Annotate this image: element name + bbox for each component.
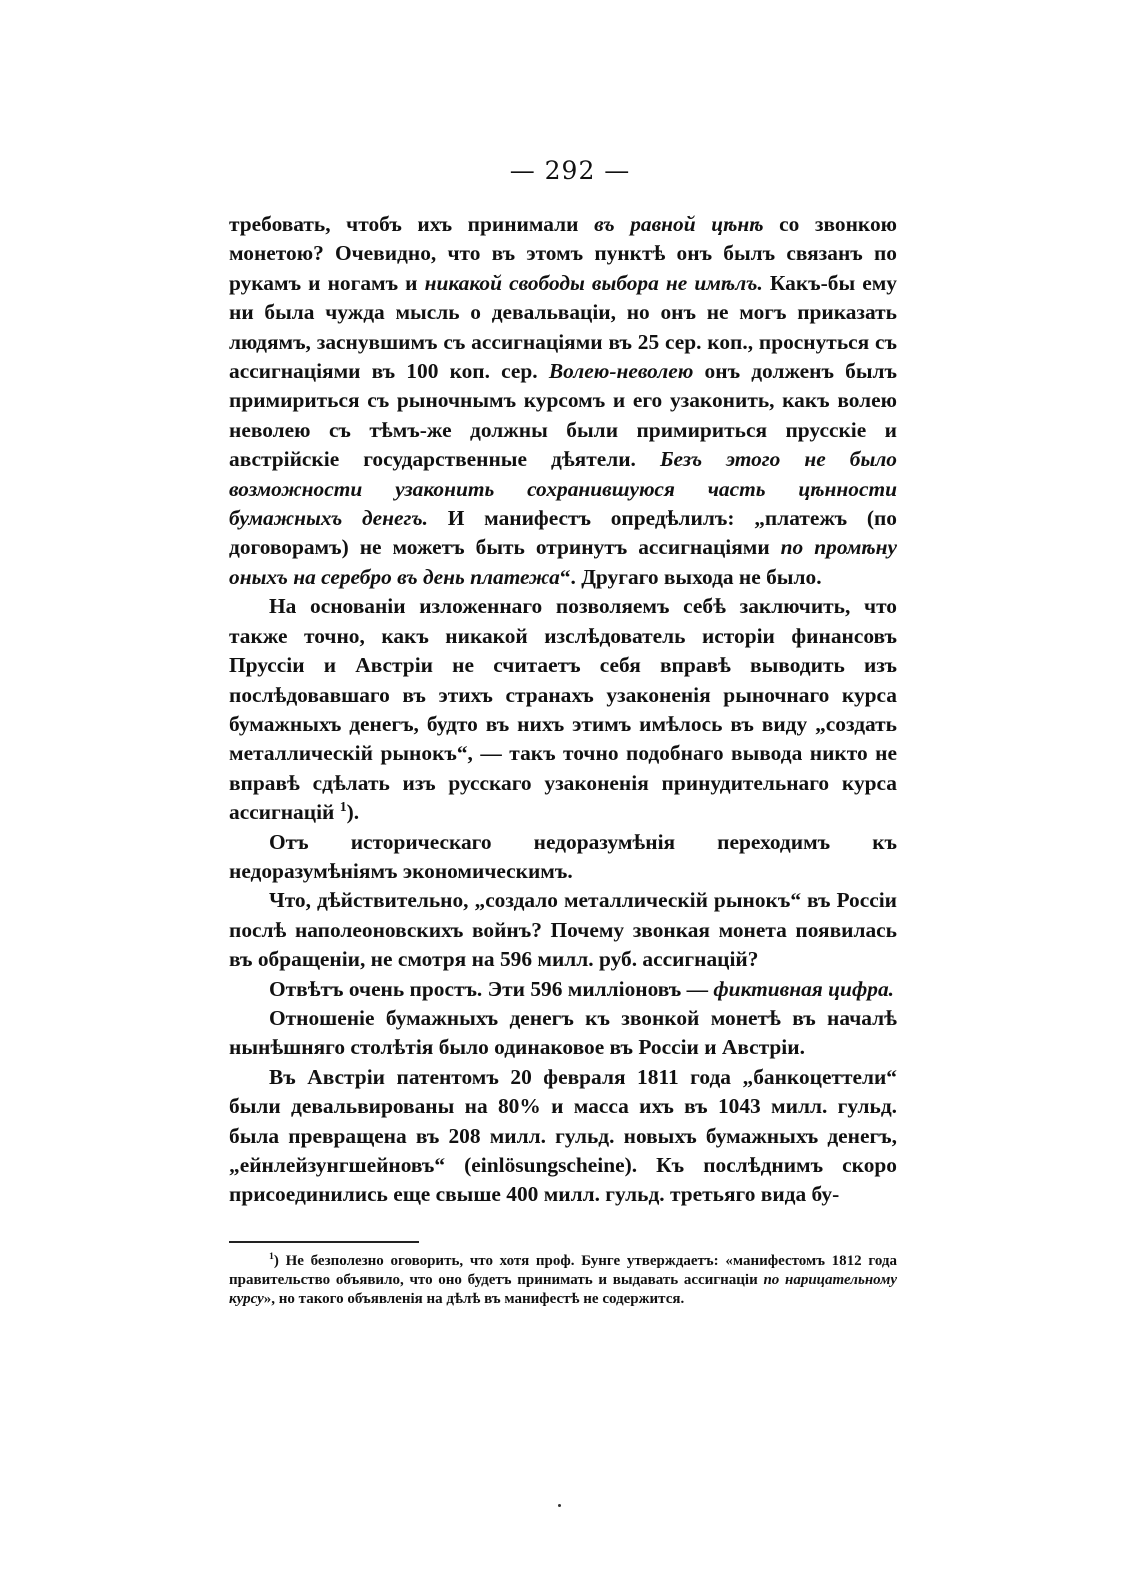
footnote: $^1$) Не безполезно оговорить, что хотя проф. Бунге утверждаетъ: «манифестомъ 1812 года правительство объявило, что оно будетъ принимать и выдавать ассигнаціи по нарицательному курсу», но такого объявленія на дѣлѣ въ манифестѣ не содержится. bbox=[229, 1251, 898, 1307]
page-speck bbox=[558, 1504, 561, 1507]
footnote-reference[interactable]: 1 bbox=[339, 800, 347, 815]
paragraph-ratio: Отношеніе бумажныхъ денегъ къ звонкой монетѣ въ началѣ нынѣшняго столѣтія было одинаковое въ Россіи и Австріи. bbox=[229, 1005, 897, 1060]
paragraph-answer: Отвѣтъ очень простъ. Эти 596 милліоновъ — фиктивная цифра. bbox=[269, 976, 894, 1001]
paragraph-austria: Въ Австріи патентомъ 20 февраля 1811 года „банкоцеттели“ были девальвированы на 80% и масса ихъ въ 1043 милл. гульд. была превращена въ 208 милл. гульд. новыхъ бумажныхъ денегъ, „ейнлейзунгшейновъ“ (einlösungscheine). Къ послѣднимъ скоро присоединились еще свыше 400 милл. гульд. третьяго вида бу- bbox=[229, 1064, 897, 1207]
paragraph-conclusion: На основаніи изложеннаго позволяемъ себѣ заключить, что также точно, какъ никакой изслѣдователь исторіи финансовъ Пруссіи и Австріи не считаетъ себя вправѣ выводить изъ послѣдовавшаго въ этихъ странахъ узаконенія рыночнаго курса бумажныхъ денегъ, будто въ нихъ этимъ имѣлось въ виду „создать металлическій рынокъ“, — такъ точно подобнаго вывода никто не вправѣ сдѣлать изъ русскаго узаконенія принудительнаго курса ассигнацій $^1$). bbox=[229, 594, 897, 825]
footnote-divider bbox=[229, 1241, 419, 1243]
page-number: — 292 — bbox=[509, 156, 631, 185]
main-text bbox=[229, 210, 897, 1210]
paragraph-transition: Отъ историческаго недоразумѣнія переходимъ къ недоразумѣніямъ экономическимъ. bbox=[229, 829, 897, 883]
footnote-marker: 1 bbox=[269, 1251, 274, 1262]
paragraph-question: Что, дѣйствительно, „создало металлическій рынокъ“ въ Россіи послѣ наполеоновскихъ войнъ? Почему звонкая монета появилась въ обращеніи, не смотря на 596 милл. руб. ассигнацій? bbox=[229, 888, 897, 972]
paragraph-continuation: требовать, чтобъ ихъ принимали въ равной цѣнѣ со звонкою монетою? Очевидно, что въ этомъ пунктѣ онъ былъ связанъ по рукамъ и ногамъ и никакой свободы выбора не имѣлъ. Какъ-бы ему ни была чужда мысль о девальваціи, но онъ не могъ приказать людямъ, заснувшимъ съ ассигнаціями въ 25 сер. коп., проснуться съ ассигнаціями въ 100 коп. сер. Волею-неволею онъ долженъ былъ примириться съ рыночнымъ курсомъ и его узаконить, какъ волею неволею съ тѣмъ-же должны были примириться прусскіе и австрійскіе государственные дѣятели. Безъ этого не было возможности узаконить сохранившуюся часть цѣнности бумажныхъ денегъ. И манифестъ опредѣлилъ: „платежъ (по договорамъ) не можетъ быть отринутъ ассигнаціями по промѣну оныхъ на серебро въ день платежа“. Другаго выхода не было. bbox=[229, 212, 898, 589]
